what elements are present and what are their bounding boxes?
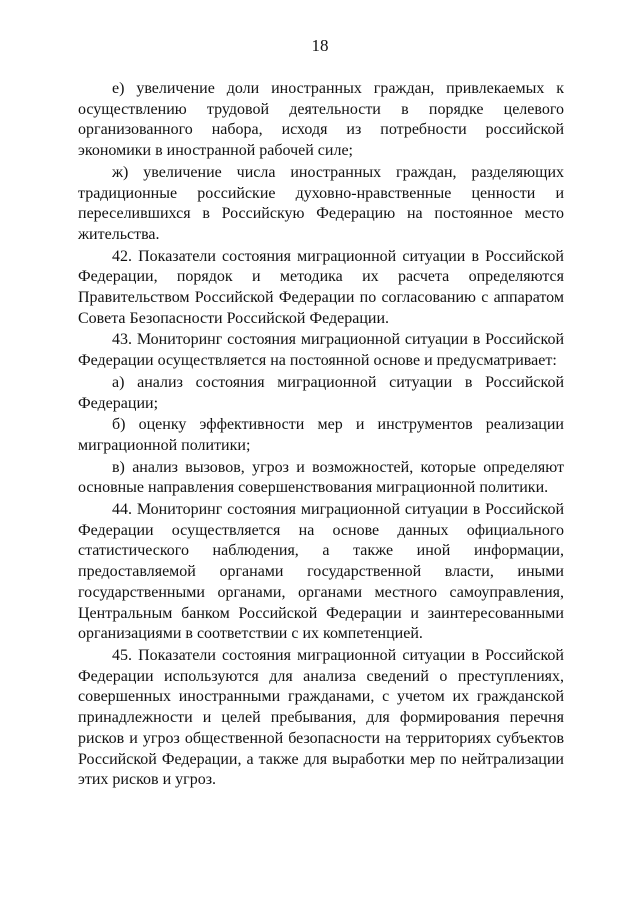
paragraph-44: 44. Мониторинг состояния миграционной ситуации в Российской Федерации осуществляется на основе данных официального статистического наблюдения, а также иной информации, предоставляемой органами государственной власти, иными государственными органами, органами местного самоуправления, Центральным банком Российской Федерации и заинтересованными организациями в соответствии с их компетенцией. bbox=[78, 501, 564, 643]
paragraph-item-v: в) анализ вызовов, угроз и возможностей, которые определяют основные направления совершенствования миграционной политики. bbox=[78, 458, 564, 497]
paragraph-item-e: е) увеличение доли иностранных граждан, привлекаемых к осуществлению трудовой деятельности в порядке целевого организованного набора, исходя из потребности российской экономики в иностранной рабочей силе; bbox=[78, 80, 564, 160]
paragraph-43: 43. Мониторинг состояния миграционной ситуации в Российской Федерации осуществляется на постоянной основе и предусматривает: bbox=[78, 331, 564, 370]
paragraph-45: 45. Показатели состояния миграционной ситуации в Российской Федерации используются для анализа сведений о преступлениях, совершенных иностранными гражданами, с учетом их гражданской принадлежности и целей пребывания, для формирования перечня рисков и угроз общественной безопасности на территориях субъектов Российской Федерации, а также для выработки мер по нейтрализации этих рисков и угроз. bbox=[78, 646, 564, 789]
document-body bbox=[78, 79, 564, 792]
paragraph-item-b: б) оценку эффективности мер и инструментов реализации миграционной политики; bbox=[78, 416, 564, 454]
paragraph-42: 42. Показатели состояния миграционной ситуации в Российской Федерации, порядок и методика их расчета определяются Правительством Российской Федерации по согласованию с аппаратом Совета Безопасности Российской Федерации. bbox=[78, 247, 564, 327]
page-number: 18 bbox=[311, 36, 329, 55]
paragraph-item-zh: ж) увеличение числа иностранных граждан, разделяющих традиционные российские духовно-нравственные ценности и переселившихся в Российскую Федерацию на постоянное место жительства. bbox=[78, 163, 564, 243]
paragraph-item-a: а) анализ состояния миграционной ситуации в Российской Федерации; bbox=[78, 373, 564, 412]
